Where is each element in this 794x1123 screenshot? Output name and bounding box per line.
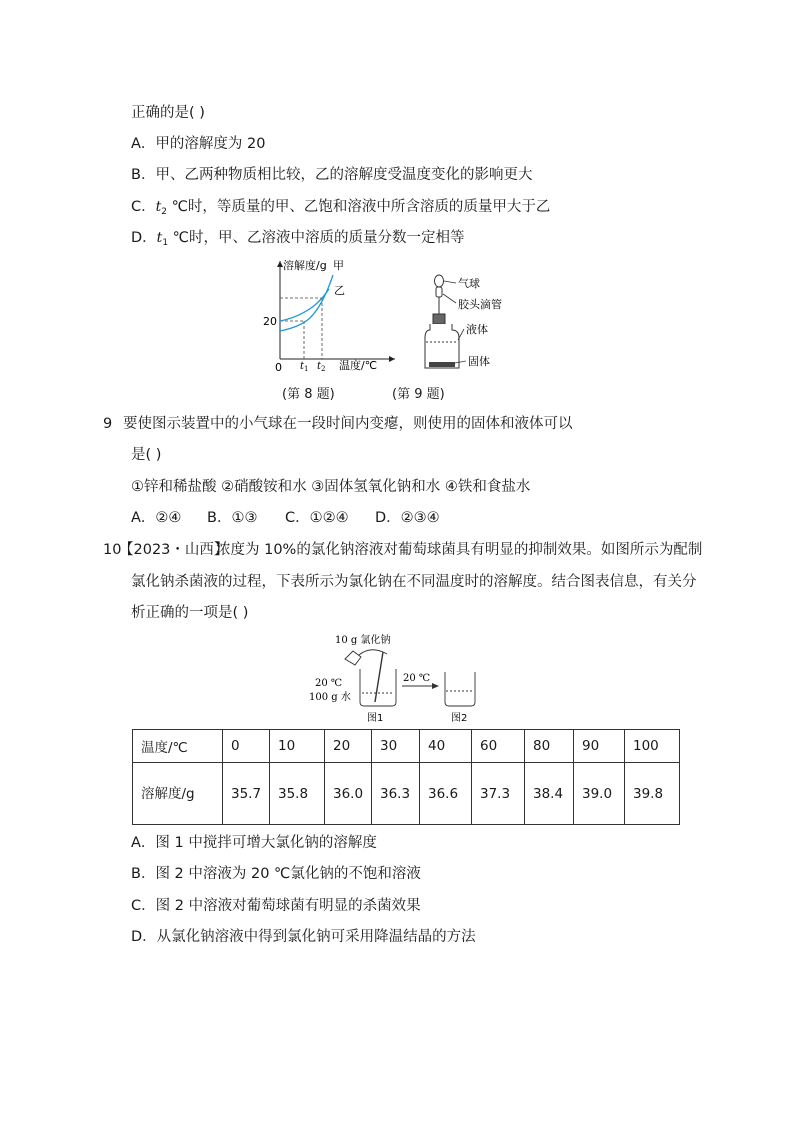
graph-axes [280, 261, 395, 359]
balloon-device [422, 270, 532, 375]
label-solid: 固体 [468, 355, 490, 368]
table-value: 39.8 [625, 763, 680, 825]
table-temp: 60 [472, 730, 525, 763]
fig1-label: 图1 [367, 713, 384, 724]
table-value-label: 溶解度/g [133, 763, 223, 825]
graph-t2: $t_2$ [317, 361, 326, 373]
q9-option-b: B．①③ [207, 510, 258, 526]
weighing-paper [345, 651, 361, 665]
q9-stem: 要使图示装置中的小气球在一段时间内变瘪，则使用的固体和液体可以 [123, 416, 573, 432]
graph-ylabel: 溶解度/g [283, 259, 327, 272]
table-temp: 20 [325, 730, 372, 763]
stir-rod [375, 652, 383, 702]
device-caption: (第 9 题) [392, 387, 445, 402]
jar-outline [425, 324, 459, 368]
q10-stem-3: 析正确的一项是( ) [131, 605, 249, 621]
graph-y-tick: 20 [263, 315, 277, 328]
graph-guides [280, 298, 322, 359]
q10-stem-1: 浓度为 10%的氯化钠溶液对葡萄球菌具有明显的抑制效果。如图所示为配制 [216, 542, 703, 558]
q9-option-d: D．②③④ [375, 510, 440, 526]
table-value: 35.7 [223, 763, 270, 825]
graph-curve-jia-label: 甲 [333, 259, 344, 272]
table-temp: 100 [625, 730, 680, 763]
x-axis-arrow [389, 356, 395, 362]
beaker-2 [445, 672, 475, 706]
label-balloon: 气球 [458, 277, 480, 290]
table-value: 38.4 [525, 763, 574, 825]
q8-option-c: C．$t_2$ ℃时，等质量的甲、乙饱和溶液中所含溶质的质量甲大于乙 [131, 199, 551, 217]
table-value: 36.0 [325, 763, 372, 825]
table-value-row [133, 763, 680, 825]
q10-option-d: D．从氯化钠溶液中得到氯化钠可采用降温结晶的方法 [131, 929, 476, 945]
table-value: 35.8 [270, 763, 325, 825]
arrow-label: 20 ℃ [403, 673, 431, 684]
label-liquid: 液体 [466, 323, 488, 336]
q9-number: 9 [103, 416, 113, 432]
q8-option-d: D．$t_1$ ℃时，甲、乙溶液中溶质的质量分数一定相等 [131, 230, 465, 248]
graph-origin: 0 [275, 361, 282, 374]
table-temp: 10 [270, 730, 325, 763]
process-arrowhead [432, 683, 439, 689]
table-temp: 40 [420, 730, 472, 763]
q10-source: 【2023・山西】 [119, 542, 229, 558]
q9-option-c: C．①②④ [285, 510, 349, 526]
table-temp: 0 [223, 730, 270, 763]
q10-stem-2: 氯化钠杀菌液的过程，下表所示为氯化钠在不同温度时的溶解度。结合图表信息，有关分 [131, 574, 697, 590]
temp-label: 20 ℃ [315, 678, 343, 689]
q10-number: 10 [103, 542, 122, 558]
q8-option-b: B．甲、乙两种物质相比较，乙的溶解度受温度变化的影响更大 [131, 167, 533, 183]
table-header-row [133, 730, 680, 763]
q9-stem-2: 是( ) [131, 447, 162, 463]
water-label: 100 g 水 [309, 692, 351, 703]
salt-label: 10 g 氯化钠 [335, 635, 391, 646]
graph-caption: (第 8 题) [282, 387, 335, 402]
q9-items: ①锌和稀盐酸 ②硝酸铵和水 ③固体氢氧化钠和水 ④铁和食盐水 [131, 479, 531, 495]
q8-stem-tail: 正确的是( ) [131, 105, 205, 121]
label-dropper: 胶头滴管 [458, 298, 502, 311]
solid-layer [429, 362, 455, 367]
table-header-label: 温度/℃ [133, 730, 223, 763]
graph-t1: $t_1$ [300, 361, 309, 373]
q10-option-a: A．图 1 中搅拌可增大氯化钠的溶解度 [131, 835, 377, 851]
table-value: 39.0 [574, 763, 625, 825]
q9-option-a: A．②④ [131, 510, 182, 526]
graph-curve-yi-label: 乙 [334, 284, 345, 297]
beaker-figure [305, 630, 495, 726]
table-temp: 90 [574, 730, 625, 763]
graph-xlabel: 温度/℃ [339, 359, 378, 372]
q10-option-b: B．图 2 中溶液为 20 ℃氯化钠的不饱和溶液 [131, 866, 421, 882]
stopper [433, 314, 445, 324]
solubility-table [132, 729, 680, 825]
dropper-bulb [436, 287, 442, 297]
table-value: 36.6 [420, 763, 472, 825]
table-temp: 80 [525, 730, 574, 763]
balloon-shape [435, 275, 444, 287]
table-temp: 30 [372, 730, 420, 763]
solubility-graph [255, 255, 405, 375]
table-value: 37.3 [472, 763, 525, 825]
table-value: 36.3 [372, 763, 420, 825]
fig2-label: 图2 [451, 713, 468, 724]
q8-option-a: A．甲的溶解度为 20 [131, 136, 266, 152]
q10-option-c: C．图 2 中溶液对葡萄球菌有明显的杀菌效果 [131, 898, 421, 914]
curve-jia [280, 275, 333, 331]
